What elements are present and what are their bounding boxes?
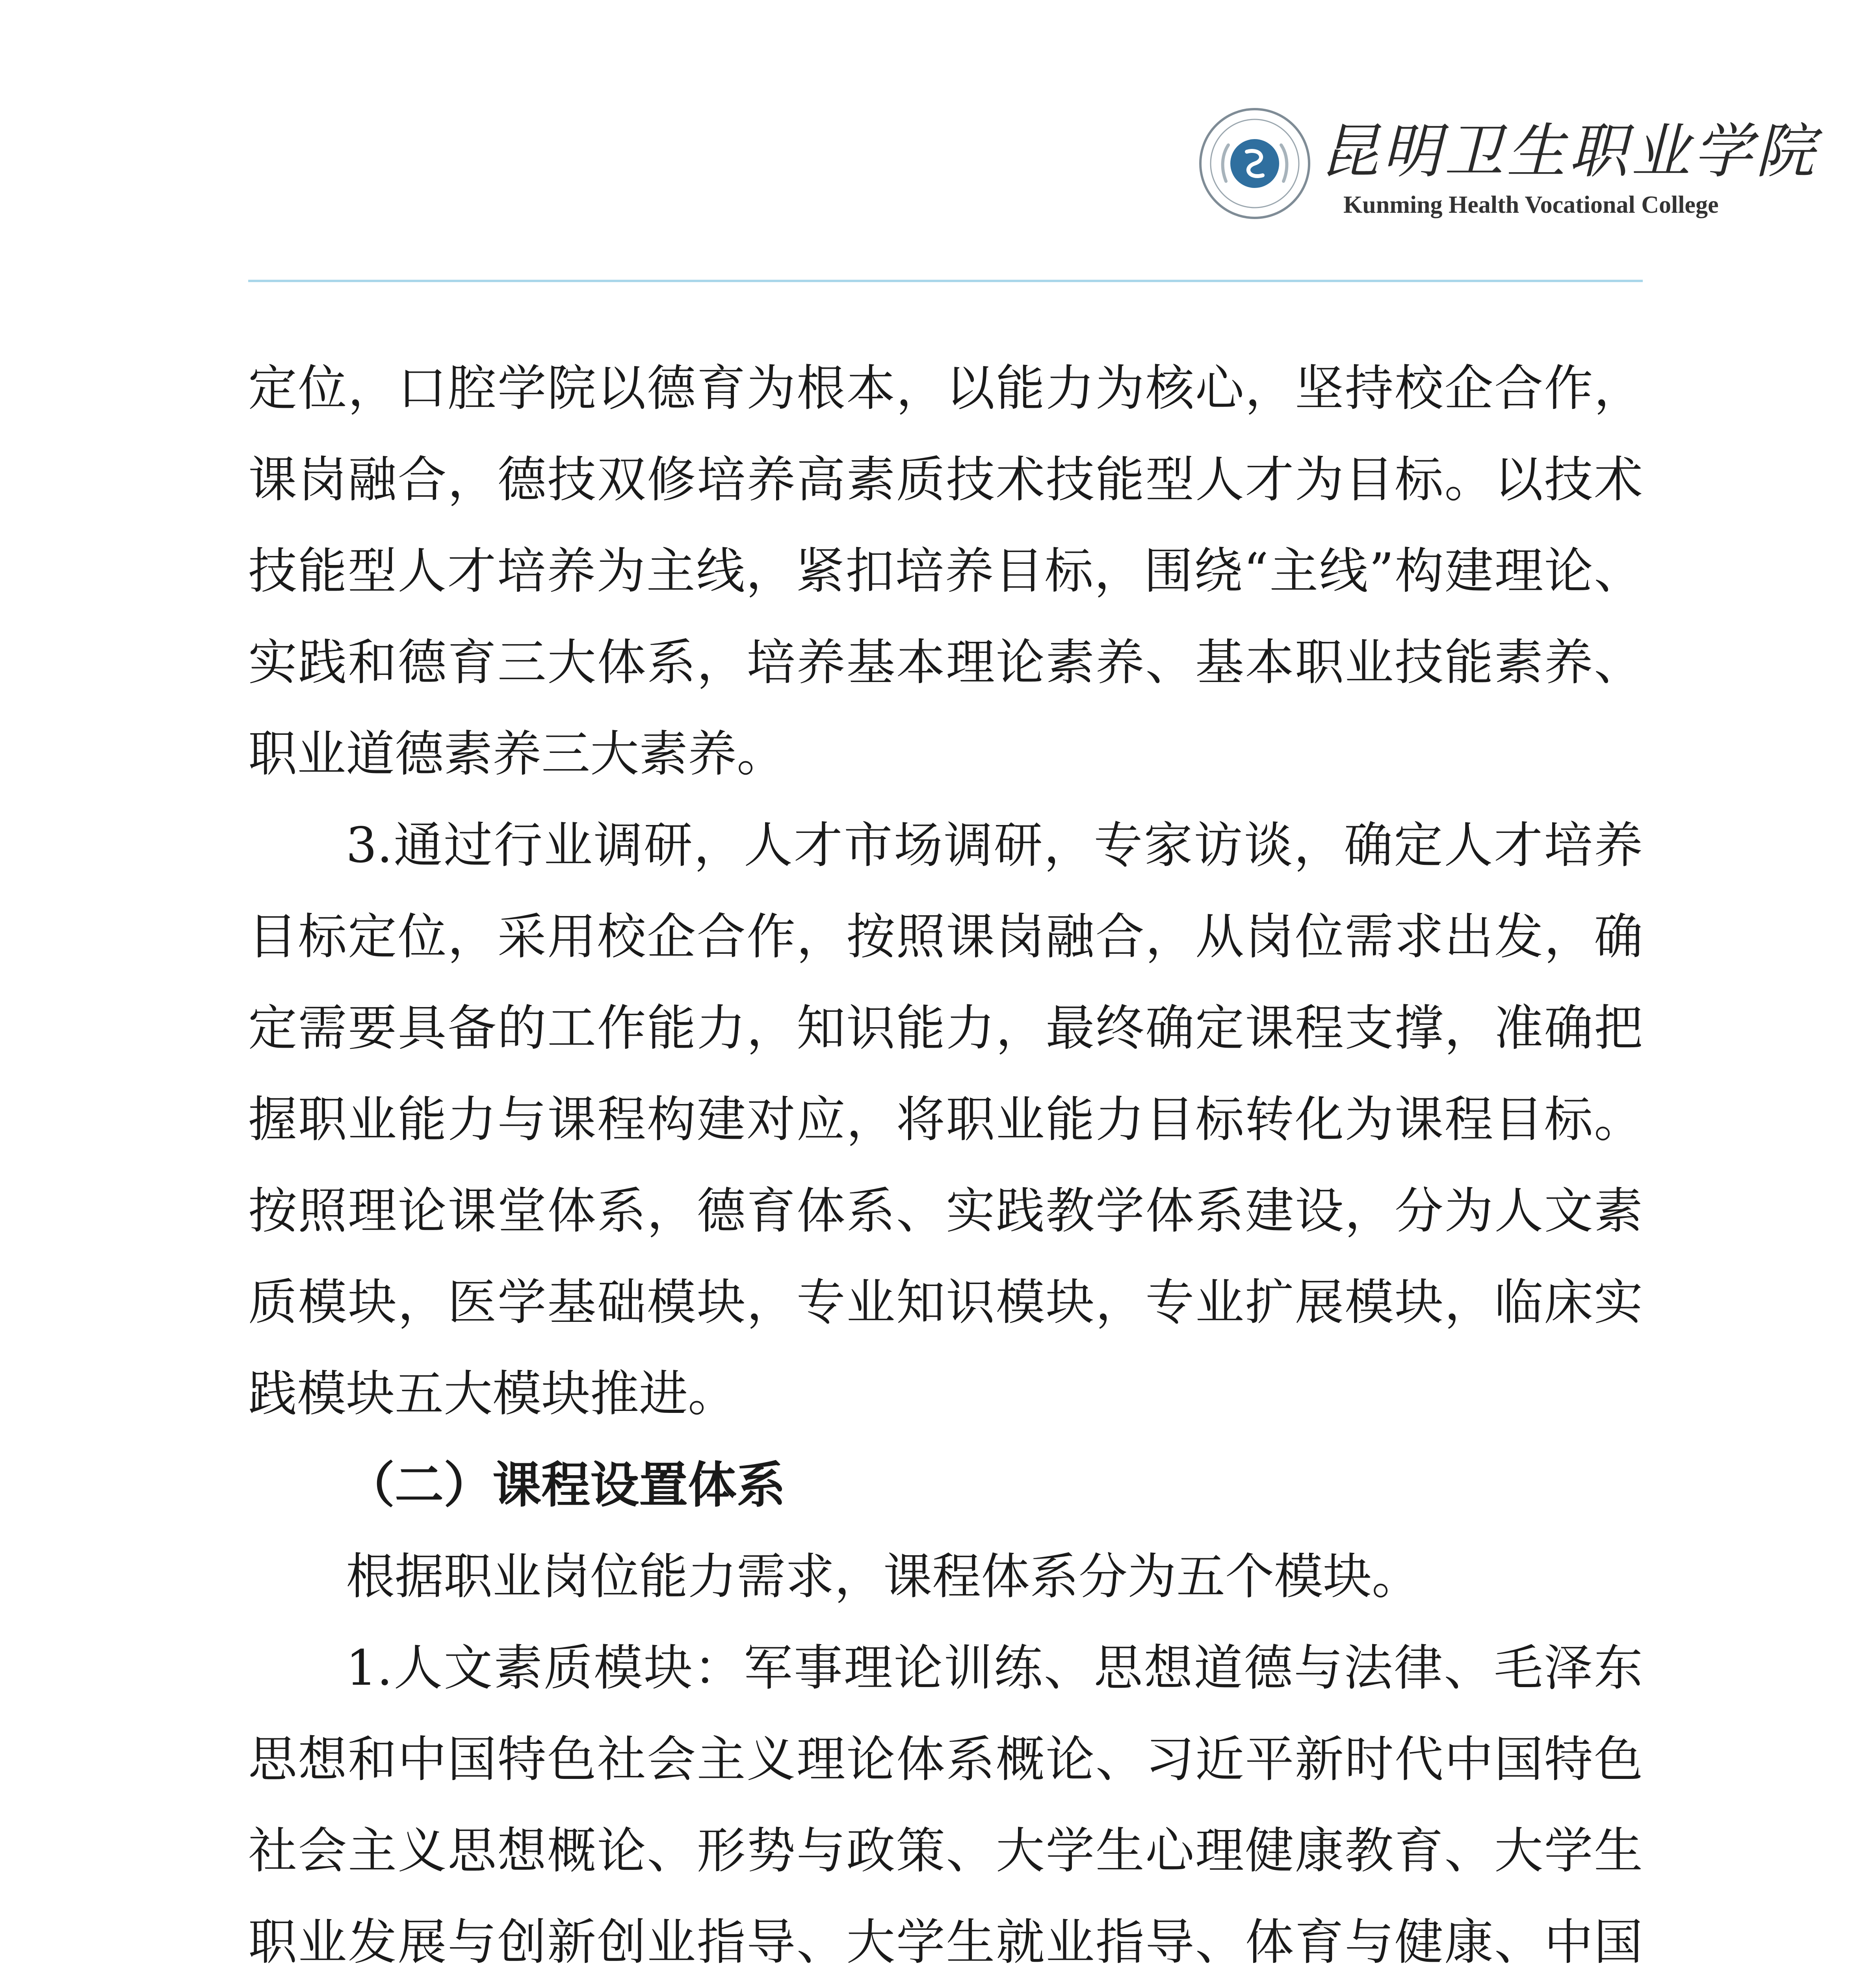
paragraph-3: 根据职业岗位能力需求，课程体系分为五个模块。 (346, 1548, 1421, 1605)
college-seal-icon (1198, 106, 1312, 221)
page-header (0, 0, 1876, 284)
college-name-english: Kunming Health Vocational College (1343, 191, 1719, 218)
college-name-chinese: 昆明卫生职业学院 (1320, 117, 1818, 186)
paragraph-2: 3.通过行业调研，人才市场调研，专家访谈，确定人才培养目标定位，采用校企合作，按照课岗融合，从岗位需求出发，确定需要具备的工作能力，知识能力，最终确定课程支撑，准确把握职业能力与课程构建对应，将职业能力目标转化为课程目标。按照理论课堂体系，德育体系、实践教学体系建设，分为人文素质模块，医学基础模块，专业知识模块，专业扩展模块，临床实践模块五大模块推进。 (248, 817, 1643, 1422)
page-body (248, 343, 1643, 1970)
header-divider (248, 280, 1643, 282)
paragraph-1: 定位，口腔学院以德育为根本，以能力为核心，坚持校企合作，课岗融合，德技双修培养高素质技术技能型人才为目标。以技术技能型人才培养为主线，紧扣培养目标，围绕“主线”构建理论、实践和德育三大体系，培养基本理论素养、基本职业技能素养、职业道德素养三大素养。 (248, 360, 1643, 782)
section-heading: （二）课程设置体系 (346, 1457, 786, 1514)
paragraph-4: 1.人文素质模块：军事理论训练、思想道德与法律、毛泽东思想和中国特色社会主义理论体系概论、习近平新时代中国特色社会主义思想概论、形势与政策、大学生心理健康教育、大学生职业发展与创新创业指导、大学生就业指导、体育与健康、中国 (248, 1640, 1643, 1970)
